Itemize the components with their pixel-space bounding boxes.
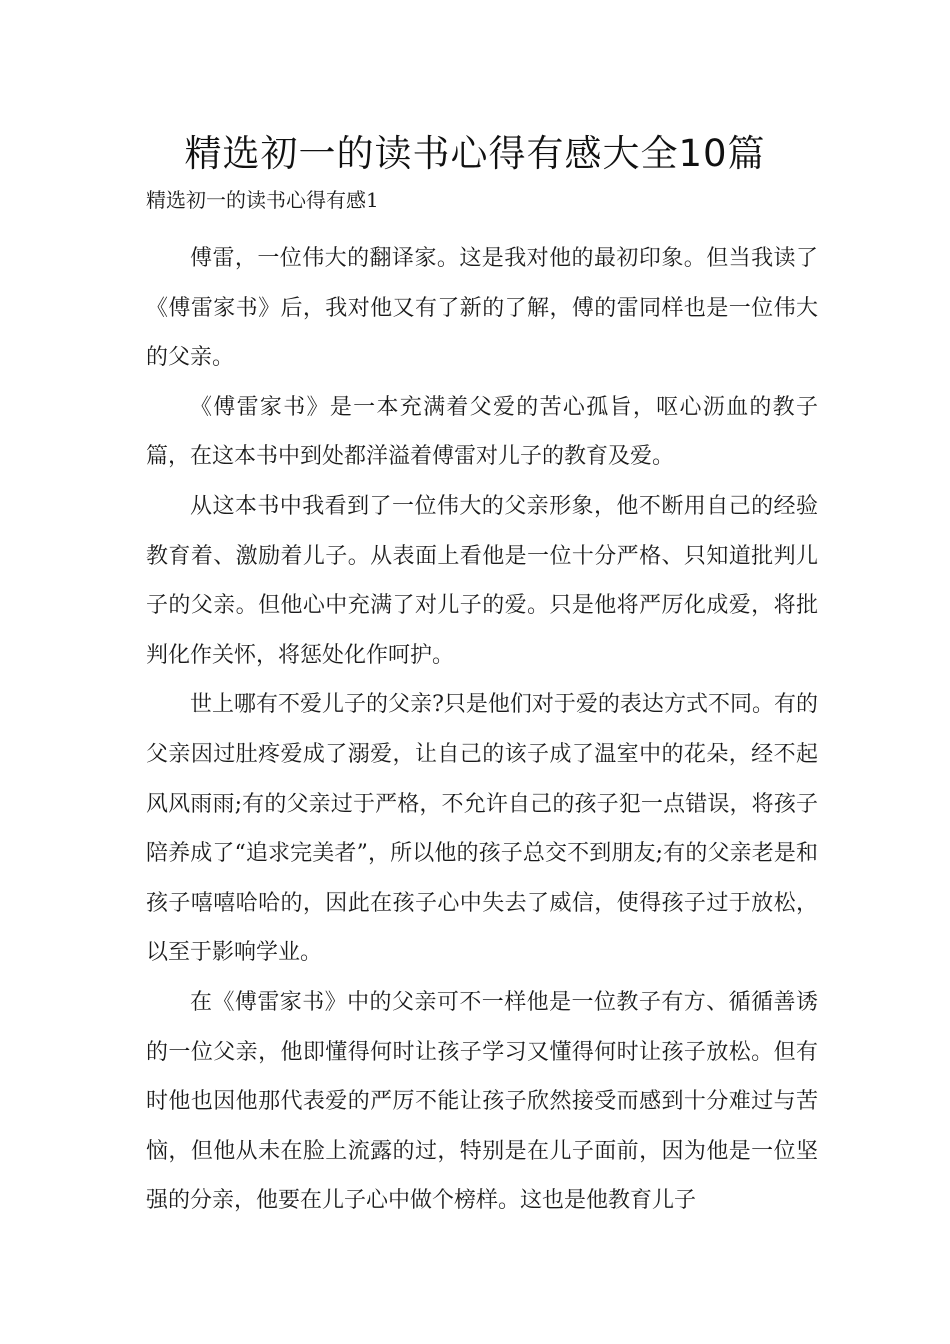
body-text [146, 234, 818, 1226]
document-title: 精选初一的读书心得有感大全10篇 [184, 132, 766, 175]
paragraph: 傅雷，一位伟大的翻译家。这是我对他的最初印象。但当我读了《傅雷家书》后，我对他又有了新的了解，傅的雷同样也是一位伟大的父亲。 [146, 246, 818, 371]
paragraph: 世上哪有不爱儿子的父亲?只是他们对于爱的表达方式不同。有的父亲因过肚疼爱成了溺爱，让自己的该子成了温室中的花朵，经不起风风雨雨;有的父亲过于严格，不允许自己的孩子犯一点错误，将孩子陪养成了“追求完美者”，所以他的孩子总交不到朋友;有的父亲老是和孩子嘻嘻哈哈的，因此在孩子心中失去了威信，使得孩子过于放松，以至于影响学业。 [146, 692, 818, 966]
paragraph: 《傅雷家书》是一本充满着父爱的苦心孤旨，呕心沥血的教子篇，在这本书中到处都洋溢着傅雷对儿子的教育及爱。 [146, 394, 818, 470]
paragraph: 在《傅雷家书》中的父亲可不一样他是一位教子有方、循循善诱的一位父亲，他即懂得何时让孩子学习又懂得何时让孩子放松。但有时他也因他那代表爱的严厉不能让孩子欣然接受而感到十分难过与苦恼，但他从未在脸上流露的过，特别是在儿子面前，因为他是一位坚强的分亲，他要在儿子心中做个榜样。这也是他教育儿子 [146, 989, 818, 1214]
paragraph: 从这本书中我看到了一位伟大的父亲形象，他不断用自己的经验教育着、激励着儿子。从表面上看他是一位十分严格、只知道批判儿子的父亲。但他心中充满了对儿子的爱。只是他将严厉化成爱，将批判化作关怀，将惩处化作呵护。 [146, 493, 818, 668]
section-heading: 精选初一的读书心得有感1 [146, 188, 379, 212]
